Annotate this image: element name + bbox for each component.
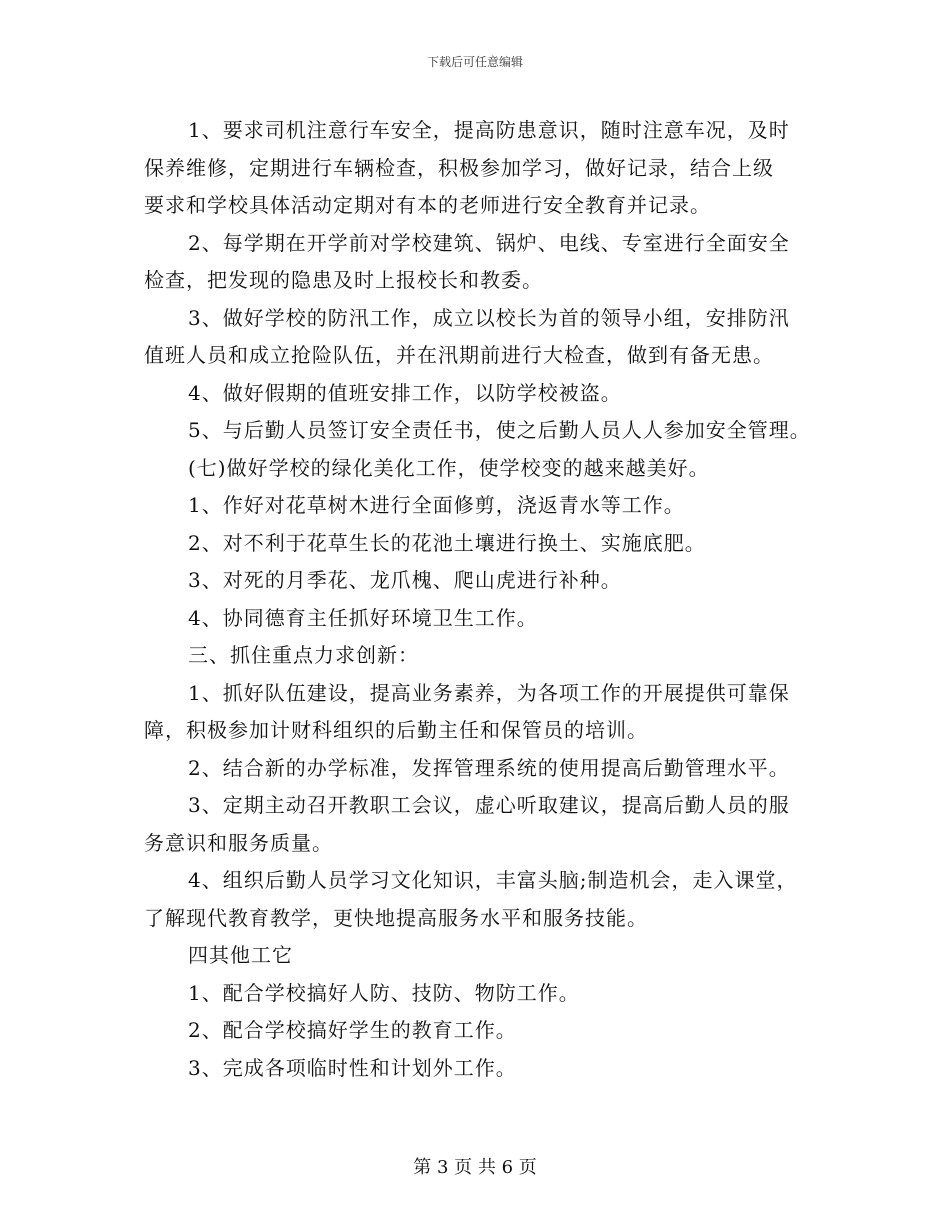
text-line: 4、做好假期的值班安排工作，以防学校被盗。 bbox=[188, 380, 622, 405]
text-line: 2、配合学校搞好学生的教育工作。 bbox=[188, 1018, 517, 1042]
page-number: 第 3 页 共 6 页 bbox=[413, 1157, 537, 1178]
text-line: 1、配合学校搞好人防、技防、物防工作。 bbox=[188, 980, 580, 1005]
text-line: 5、与后勤人员签订安全责任书，使之后勤人员人人参加安全管理。 bbox=[188, 418, 811, 442]
text-line: 要求和学校具体活动定期对有本的老师进行安全教育并记录。 bbox=[144, 193, 711, 217]
text-line: 4、组织后勤人员学习文化知识，丰富头脑;制造机会，走入课堂， bbox=[188, 868, 798, 892]
page-header: 下载后可任意编辑 bbox=[426, 55, 523, 69]
text-line: 1、抓好队伍建设，提高业务素养，为各项工作的开展提供可靠保 bbox=[188, 680, 790, 705]
text-line: 4、协同德育主任抓好环境卫生工作。 bbox=[188, 605, 538, 630]
text-line: 值班人员和成立抢险队伍，并在汛期前进行大检查，做到有备无患。 bbox=[144, 343, 774, 367]
text-line: 3、对死的月季花、龙爪槐、爬山虎进行补种。 bbox=[188, 568, 622, 592]
text-line: 1、作好对花草树木进行全面修剪，浇返青水等工作。 bbox=[188, 493, 685, 517]
text-line: 3、定期主动召开教职工会议，虚心听取建议，提高后勤人员的服 bbox=[188, 793, 790, 817]
text-line: 3、完成各项临时性和计划外工作。 bbox=[188, 1055, 517, 1080]
text-line: 2、结合新的办学标准，发挥管理系统的使用提高后勤管理水平。 bbox=[188, 755, 790, 780]
text-line: 2、对不利于花草生长的花池土壤进行换土、实施底肥。 bbox=[188, 530, 706, 555]
text-line: 2、每学期在开学前对学校建筑、锅炉、电线、专室进行全面安全 bbox=[188, 230, 790, 255]
text-line: 3、做好学校的防汛工作，成立以校长为首的领导小组，安排防汛 bbox=[188, 305, 790, 330]
text-line: 障，积极参加计财科组织的后勤主任和保管员的培训。 bbox=[144, 718, 648, 742]
text-line: 1、要求司机注意行车安全，提高防患意识，随时注意车况，及时 bbox=[188, 118, 790, 142]
text-line: 务意识和服务质量。 bbox=[144, 830, 333, 855]
document-body bbox=[144, 112, 814, 1087]
text-line: 检查，把发现的隐患及时上报校长和教委。 bbox=[144, 268, 543, 292]
section-heading: 四其他工它 bbox=[188, 943, 293, 967]
text-line: 了解现代教育教学，更快地提高服务水平和服务技能。 bbox=[144, 905, 648, 930]
text-line: (七)做好学校的绿化美化工作，使学校变的越来越美好。 bbox=[188, 455, 710, 480]
text-line: 保养维修，定期进行车辆检查，积极参加学习，做好记录，结合上级 bbox=[144, 155, 774, 180]
section-heading: 三、抓住重点力求创新： bbox=[188, 643, 419, 667]
